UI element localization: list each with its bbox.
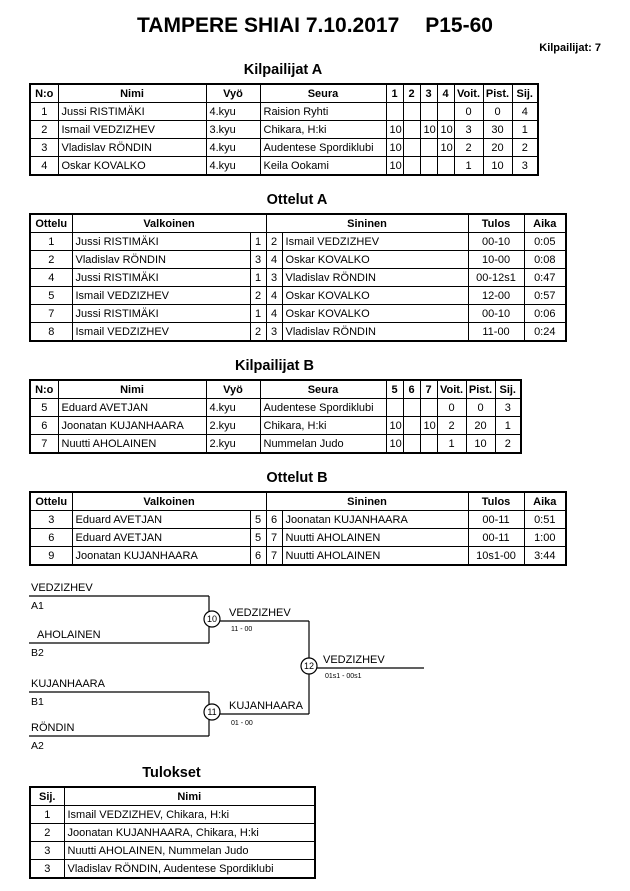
- bracket-player-name: VEDZIZHEV: [31, 582, 93, 594]
- col-white: Valkoinen: [72, 214, 266, 233]
- blue-no: 7: [266, 547, 282, 566]
- col-time: Aika: [524, 492, 566, 511]
- white-no: 2: [250, 323, 266, 342]
- bracket-seed: B1: [31, 696, 44, 708]
- match-time: 3:44: [524, 547, 566, 566]
- match-row: [30, 269, 566, 287]
- matches-a-heading: Ottelut A: [266, 192, 328, 208]
- white-name: Vladislav RÖNDIN: [72, 251, 250, 269]
- match-number: 11: [207, 707, 217, 717]
- matches-a-table: [29, 213, 567, 342]
- winner-name: VEDZIZHEV: [323, 654, 385, 666]
- col-name: Nimi: [58, 380, 206, 399]
- match-row: [30, 323, 566, 342]
- blue-name: Vladislav RÖNDIN: [282, 323, 468, 342]
- white-name: Jussi RISTIMÄKI: [72, 233, 250, 251]
- competitor-no: 6: [30, 417, 58, 435]
- competitor-place: 1: [512, 121, 538, 139]
- competitor-count: Kilpailijat: 7: [539, 42, 601, 54]
- match-result: 12-00: [468, 287, 524, 305]
- bracket-diagram: [29, 578, 601, 758]
- header-row: [30, 492, 566, 511]
- score-vs-7: 10: [420, 417, 437, 435]
- score-vs-2: [403, 121, 420, 139]
- competitor-row: [30, 157, 538, 176]
- col-place: Sij.: [495, 380, 521, 399]
- white-no: 5: [250, 529, 266, 547]
- bracket-seed: A1: [31, 600, 44, 612]
- result-name: Nuutti AHOLAINEN, Nummelan Judo: [64, 842, 315, 860]
- col-blue: Sininen: [266, 214, 468, 233]
- blue-no: 6: [266, 511, 282, 529]
- matches-b-table: [29, 491, 567, 566]
- col-club: Seura: [260, 380, 386, 399]
- result-row: [30, 860, 315, 879]
- semifinal-2: [29, 678, 309, 752]
- white-no: 5: [250, 511, 266, 529]
- match-time: 0:57: [524, 287, 566, 305]
- competitor-row: [30, 103, 538, 121]
- blue-name: Oskar KOVALKO: [282, 251, 468, 269]
- competitor-points: 0: [483, 103, 512, 121]
- score-vs-7: [420, 435, 437, 454]
- match-result: 00-12s1: [468, 269, 524, 287]
- competitor-belt: 2.kyu: [206, 417, 260, 435]
- bracket-player-name: AHOLAINEN: [37, 629, 101, 641]
- score-vs-4: [437, 157, 454, 176]
- result-row: [30, 842, 315, 860]
- col-match: Ottelu: [30, 214, 72, 233]
- competitor-name: Ismail VEDZIZHEV: [58, 121, 206, 139]
- match-no: 5: [30, 287, 72, 305]
- competitor-no: 2: [30, 121, 58, 139]
- col-place: Sij.: [30, 787, 64, 806]
- blue-name: Nuutti AHOLAINEN: [282, 547, 468, 566]
- competitor-club: Keila Ookami: [260, 157, 386, 176]
- competitor-row: [30, 121, 538, 139]
- competitor-club: Chikara, H:ki: [260, 417, 386, 435]
- result-name: Joonatan KUJANHAARA, Chikara, H:ki: [64, 824, 315, 842]
- col-opp-5: 5: [386, 380, 403, 399]
- score-vs-3: [420, 103, 437, 121]
- competitor-place: 4: [512, 103, 538, 121]
- match-no: 4: [30, 269, 72, 287]
- col-result: Tulos: [468, 492, 524, 511]
- white-no: 1: [250, 269, 266, 287]
- score-vs-5: 10: [386, 417, 403, 435]
- col-no: N:o: [30, 84, 58, 103]
- score-vs-2: [403, 157, 420, 176]
- col-wins: Voit.: [437, 380, 466, 399]
- competitor-row: [30, 435, 521, 454]
- match-no: 2: [30, 251, 72, 269]
- match-number: 10: [206, 614, 218, 624]
- final-bracket: [29, 578, 601, 763]
- match-number: 12: [303, 661, 315, 671]
- match-time: 0:08: [524, 251, 566, 269]
- competitor-club: Audentese Spordiklubi: [260, 139, 386, 157]
- competitor-name: Joonatan KUJANHAARA: [58, 417, 206, 435]
- header-row: [30, 787, 315, 806]
- competitor-belt: 4.kyu: [206, 139, 260, 157]
- pool-b-heading: Kilpailijat B: [235, 358, 314, 374]
- match-time: 0:51: [524, 511, 566, 529]
- results-table: [29, 786, 316, 879]
- blue-name: Oskar KOVALKO: [282, 305, 468, 323]
- col-result: Tulos: [468, 214, 524, 233]
- white-no: 2: [250, 287, 266, 305]
- match-result: 11-00: [468, 323, 524, 342]
- bracket-player-name: KUJANHAARA: [31, 678, 105, 690]
- match-row: [30, 287, 566, 305]
- match-no: 1: [30, 233, 72, 251]
- score-vs-1: 10: [386, 121, 403, 139]
- match-score: 01s1 - 00s1: [325, 673, 362, 680]
- bracket-seed: A2: [31, 740, 44, 752]
- tournament-title: TAMPERE SHIAI 7.10.2017: [137, 14, 400, 37]
- header-row: [30, 214, 566, 233]
- blue-name: Nuutti AHOLAINEN: [282, 529, 468, 547]
- result-place: 2: [30, 824, 64, 842]
- score-vs-6: [403, 399, 420, 417]
- competitor-club: Audentese Spordiklubi: [260, 399, 386, 417]
- header-row: [30, 84, 538, 103]
- competitor-row: [30, 139, 538, 157]
- result-place: 1: [30, 806, 64, 824]
- match-row: [30, 233, 566, 251]
- competitor-points: 20: [466, 417, 495, 435]
- white-no: 3: [250, 251, 266, 269]
- col-place: Sij.: [512, 84, 538, 103]
- col-time: Aika: [524, 214, 566, 233]
- white-name: Ismail VEDZIZHEV: [72, 323, 250, 342]
- competitor-name: Vladislav RÖNDIN: [58, 139, 206, 157]
- match-time: 1:00: [524, 529, 566, 547]
- results-heading: Tulokset: [142, 765, 201, 781]
- competitor-wins: 1: [437, 435, 466, 454]
- white-name: Eduard AVETJAN: [72, 511, 250, 529]
- col-opp-7: 7: [420, 380, 437, 399]
- competitor-belt: 4.kyu: [206, 103, 260, 121]
- col-club: Seura: [260, 84, 386, 103]
- blue-name: Joonatan KUJANHAARA: [282, 511, 468, 529]
- match-score: 01 - 00: [231, 720, 253, 727]
- score-vs-1: 10: [386, 157, 403, 176]
- col-points: Pist.: [466, 380, 495, 399]
- competitor-no: 5: [30, 399, 58, 417]
- competitor-club: Nummelan Judo: [260, 435, 386, 454]
- competitor-points: 20: [483, 139, 512, 157]
- match-row: [30, 547, 566, 566]
- competitor-wins: 0: [454, 103, 483, 121]
- col-opp-4: 4: [437, 84, 454, 103]
- col-belt: Vyö: [206, 84, 260, 103]
- white-name: Jussi RISTIMÄKI: [72, 305, 250, 323]
- match-row: [30, 251, 566, 269]
- competitor-no: 1: [30, 103, 58, 121]
- score-vs-2: [403, 103, 420, 121]
- winner-name: KUJANHAARA: [229, 700, 303, 712]
- col-opp-6: 6: [403, 380, 420, 399]
- score-vs-4: 10: [437, 139, 454, 157]
- col-blue: Sininen: [266, 492, 468, 511]
- competitor-place: 3: [512, 157, 538, 176]
- match-no: 7: [30, 305, 72, 323]
- competitor-name: Oskar KOVALKO: [58, 157, 206, 176]
- blue-name: Vladislav RÖNDIN: [282, 269, 468, 287]
- pool-a-table: [29, 83, 539, 176]
- matches-b-heading: Ottelut B: [266, 470, 328, 486]
- match-no: 3: [30, 511, 72, 529]
- category-label: P15-60: [425, 14, 493, 37]
- competitor-no: 4: [30, 157, 58, 176]
- competitor-place: 2: [512, 139, 538, 157]
- blue-no: 2: [266, 233, 282, 251]
- white-no: 6: [250, 547, 266, 566]
- blue-no: 3: [266, 323, 282, 342]
- bracket-player-name: RÖNDIN: [31, 722, 75, 734]
- page-title: [29, 14, 601, 38]
- competitor-row: [30, 417, 521, 435]
- col-belt: Vyö: [206, 380, 260, 399]
- col-match: Ottelu: [30, 492, 72, 511]
- blue-name: Ismail VEDZIZHEV: [282, 233, 468, 251]
- competitor-name: Nuutti AHOLAINEN: [58, 435, 206, 454]
- competitor-row: [30, 399, 521, 417]
- match-no: 8: [30, 323, 72, 342]
- blue-no: 4: [266, 287, 282, 305]
- score-vs-6: [403, 435, 420, 454]
- white-name: Eduard AVETJAN: [72, 529, 250, 547]
- competitor-belt: 4.kyu: [206, 157, 260, 176]
- competitor-belt: 3.kyu: [206, 121, 260, 139]
- competitor-club: Raision Ryhti: [260, 103, 386, 121]
- score-vs-5: [386, 399, 403, 417]
- match-no: 9: [30, 547, 72, 566]
- competitor-points: 30: [483, 121, 512, 139]
- score-vs-6: [403, 417, 420, 435]
- blue-name: Oskar KOVALKO: [282, 287, 468, 305]
- col-name: Nimi: [58, 84, 206, 103]
- score-vs-4: 10: [437, 121, 454, 139]
- header-row: [30, 380, 521, 399]
- competitor-wins: 2: [454, 139, 483, 157]
- match-row: [30, 511, 566, 529]
- competitor-wins: 3: [454, 121, 483, 139]
- result-place: 3: [30, 842, 64, 860]
- competitor-wins: 1: [454, 157, 483, 176]
- competitor-name: Jussi RISTIMÄKI: [58, 103, 206, 121]
- result-row: [30, 824, 315, 842]
- score-vs-3: [420, 157, 437, 176]
- competitor-place: 2: [495, 435, 521, 454]
- col-points: Pist.: [483, 84, 512, 103]
- white-name: Jussi RISTIMÄKI: [72, 269, 250, 287]
- score-vs-7: [420, 399, 437, 417]
- white-no: 1: [250, 305, 266, 323]
- competitor-belt: 2.kyu: [206, 435, 260, 454]
- score-vs-3: [420, 139, 437, 157]
- competitor-club: Chikara, H:ki: [260, 121, 386, 139]
- score-vs-1: 10: [386, 139, 403, 157]
- semifinal-1: [29, 582, 309, 659]
- white-name: Joonatan KUJANHAARA: [72, 547, 250, 566]
- col-name: Nimi: [64, 787, 315, 806]
- bracket-seed: B2: [31, 647, 44, 659]
- winner-name: VEDZIZHEV: [229, 607, 291, 619]
- competitor-points: 0: [466, 399, 495, 417]
- col-opp-3: 3: [420, 84, 437, 103]
- blue-no: 3: [266, 269, 282, 287]
- match-result: 10s1-00: [468, 547, 524, 566]
- match-result: 00-10: [468, 233, 524, 251]
- match-time: 0:47: [524, 269, 566, 287]
- col-opp-2: 2: [403, 84, 420, 103]
- result-row: [30, 806, 315, 824]
- match-score: 11 - 00: [231, 626, 253, 633]
- competitor-belt: 4.kyu: [206, 399, 260, 417]
- match-time: 0:24: [524, 323, 566, 342]
- match-result: 00-11: [468, 529, 524, 547]
- blue-no: 7: [266, 529, 282, 547]
- competitor-no: 7: [30, 435, 58, 454]
- white-name: Ismail VEDZIZHEV: [72, 287, 250, 305]
- match-time: 0:05: [524, 233, 566, 251]
- match-time: 0:06: [524, 305, 566, 323]
- competitor-points: 10: [483, 157, 512, 176]
- score-vs-5: 10: [386, 435, 403, 454]
- col-white: Valkoinen: [72, 492, 266, 511]
- competitor-points: 10: [466, 435, 495, 454]
- competitor-name: Eduard AVETJAN: [58, 399, 206, 417]
- result-place: 3: [30, 860, 64, 879]
- match-result: 00-10: [468, 305, 524, 323]
- match-row: [30, 305, 566, 323]
- pool-b-table: [29, 379, 522, 454]
- blue-no: 4: [266, 251, 282, 269]
- score-vs-2: [403, 139, 420, 157]
- result-name: Ismail VEDZIZHEV, Chikara, H:ki: [64, 806, 315, 824]
- blue-no: 4: [266, 305, 282, 323]
- competitor-place: 3: [495, 399, 521, 417]
- pool-a-heading: Kilpailijat A: [243, 62, 323, 78]
- match-result: 00-11: [468, 511, 524, 529]
- final: [301, 621, 424, 714]
- competitor-wins: 0: [437, 399, 466, 417]
- col-opp-1: 1: [386, 84, 403, 103]
- match-row: [30, 529, 566, 547]
- score-vs-1: [386, 103, 403, 121]
- competitor-wins: 2: [437, 417, 466, 435]
- score-vs-3: 10: [420, 121, 437, 139]
- competitor-no: 3: [30, 139, 58, 157]
- competitor-place: 1: [495, 417, 521, 435]
- white-no: 1: [250, 233, 266, 251]
- col-wins: Voit.: [454, 84, 483, 103]
- col-no: N:o: [30, 380, 58, 399]
- score-vs-4: [437, 103, 454, 121]
- match-no: 6: [30, 529, 72, 547]
- match-result: 10-00: [468, 251, 524, 269]
- result-name: Vladislav RÖNDIN, Audentese Spordiklubi: [64, 860, 315, 879]
